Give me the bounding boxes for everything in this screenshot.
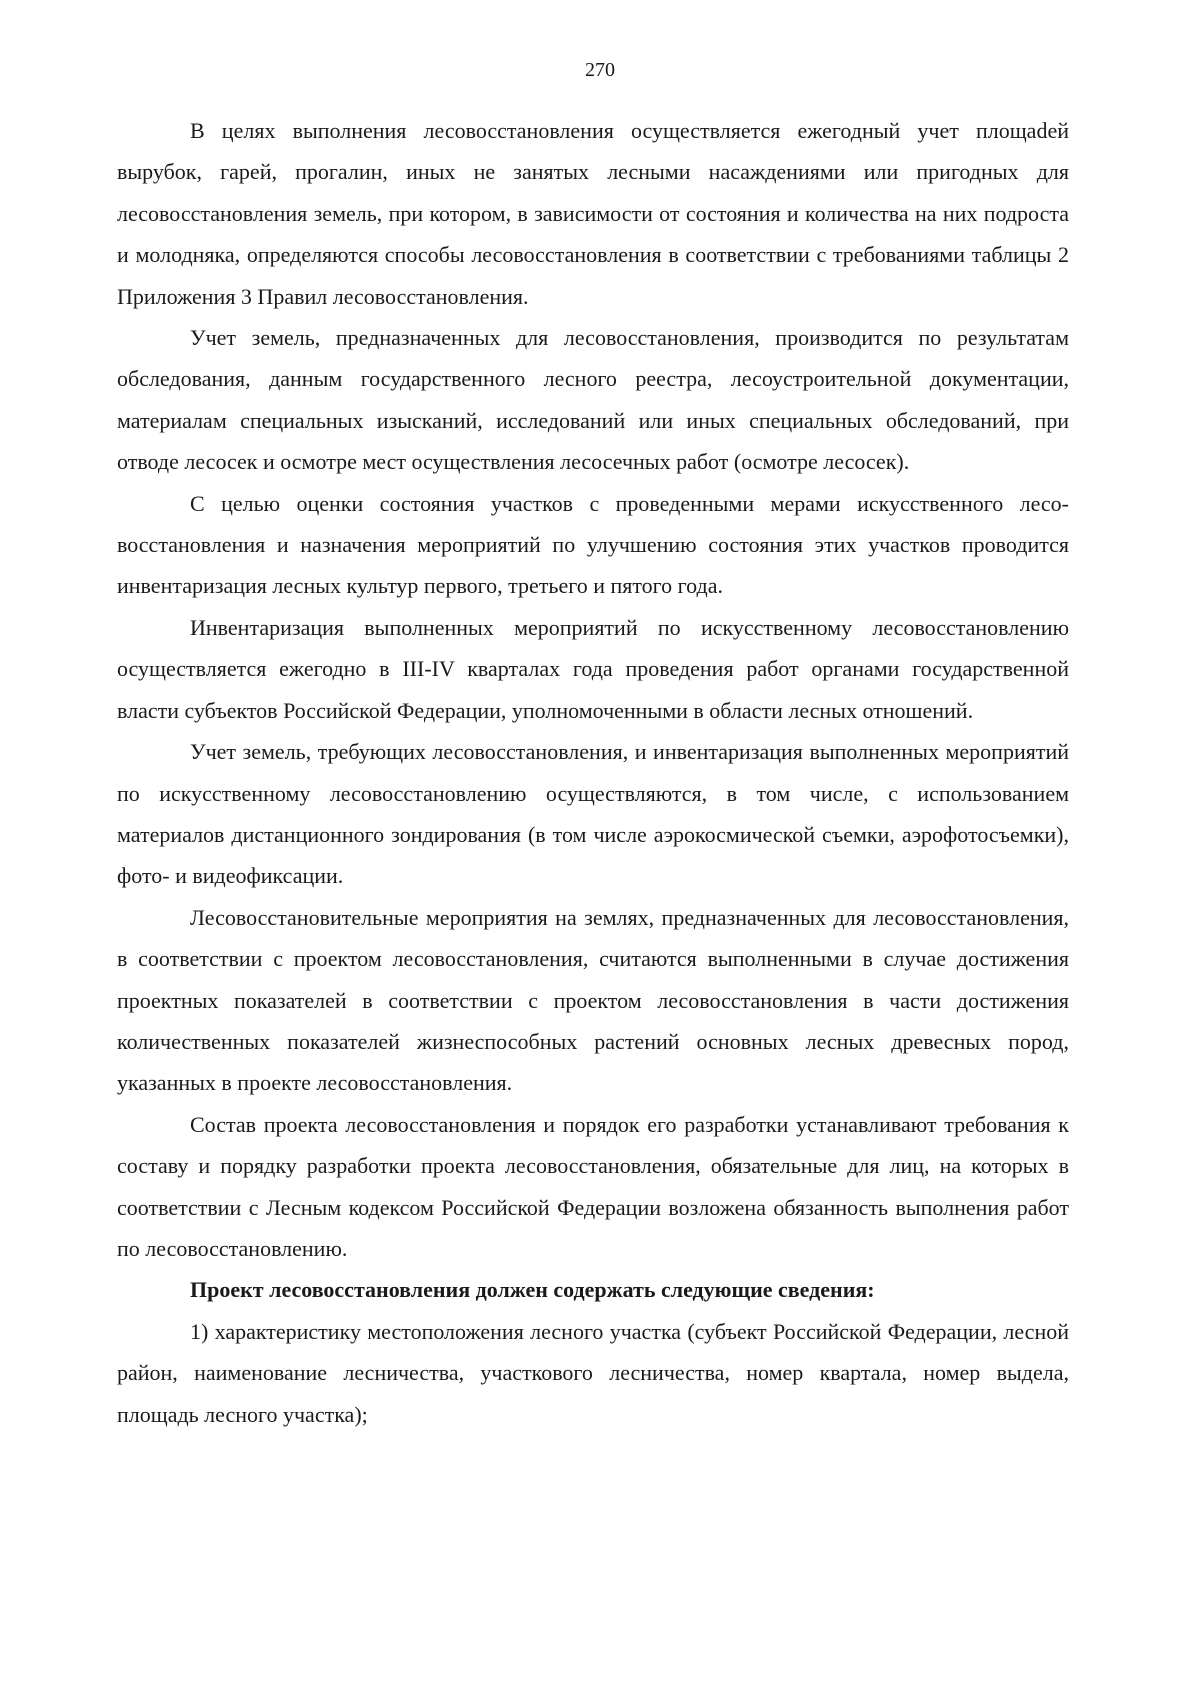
paragraph-plantation-assessment: С целью оценки состояния участков с проведенными мерами искусственного лесовосстановления и назначения мероприятий по улучшению состояния этих участков проводится инвентаризация лесных культур первого, третьего и пятого года. (117, 490, 1069, 599)
paragraph-inventory: Инвентаризация выполненных мероприятий по искусственному лесовосстановлению осуществляется ежегодно в III-IV кварталах года проведения работ органами государственной власти субъектов Российской Федерации, уполномоченными в области лесных отношений. (117, 614, 1069, 723)
paragraph-remote-sensing: Учет земель, требующих лесовосстановления, и инвентаризация выполненных мероприятий по искусственному лесовосстановлению осуществляются, в том числе, с использованием материалов дистанционного зондирования (в том числе аэрокосмической съемки, аэрофотосъемки), фото- и видеофиксации. (117, 739, 1069, 889)
paragraph-reforestation-accounting: В целях выполнения лесовосстановления осуществляется ежегодный учет площаdей вырубок, гарей, прогалин, иных не занятых лесными насаждениями или пригодных для лесовосстановления земель, при котором, в зависимости от состояния и количества на них подроста и молодняка, определяются способы лесовосстановления в соответствии с требованиями таблицы 2 Приложения 3 Правил лесовосстановления. (117, 118, 1069, 309)
paragraph-list-item-1: 1) характеристику местоположения лесного участка (субъект Российской Федерации, лесной район, наименование лесничества, участкового лесничества, номер квартала, номер выдела, площадь лесного участка); (117, 1318, 1069, 1427)
document-body (117, 110, 1069, 1435)
paragraph-land-accounting: Учет земель, предназначенных для лесовосстановления, производится по результатам обследования, данным государственного лесного реестра, лесоустроительной документации, материалам специальных изысканий, исследований или иных специальных обследований, при отводе лесосек и осмотре мест осуществления лесосечных работ (осмотре лесосек). (117, 325, 1069, 475)
paragraph-project-contents-heading: Проект лесовосстановления должен содержать следующие сведения: (190, 1277, 875, 1303)
paragraph-completion-criteria: Лесовосстановительные мероприятия на землях, предназначенных для лесовосстановления, в соответствии с проектом лесовосстановления, считаются выполненными в случае достижения проектных показателей в соответствии с проектом лесовосстановления в части достижения количественных показателей жизнеспособных растений основных лесных древесных пород, указанных в проекте лесовосстановления. (117, 904, 1069, 1096)
page-number: 270 (585, 59, 615, 81)
paragraph-project-composition: Состав проекта лесовосстановления и порядок его разработки устанавливают требования к составу и порядку разработки проекта лесовосстановления, обязательные для лиц, на которых в соответствии с Лесным кодексом Российской Федерации возложена обязанность выполнения работ по лесовосстановлению. (117, 1111, 1069, 1261)
